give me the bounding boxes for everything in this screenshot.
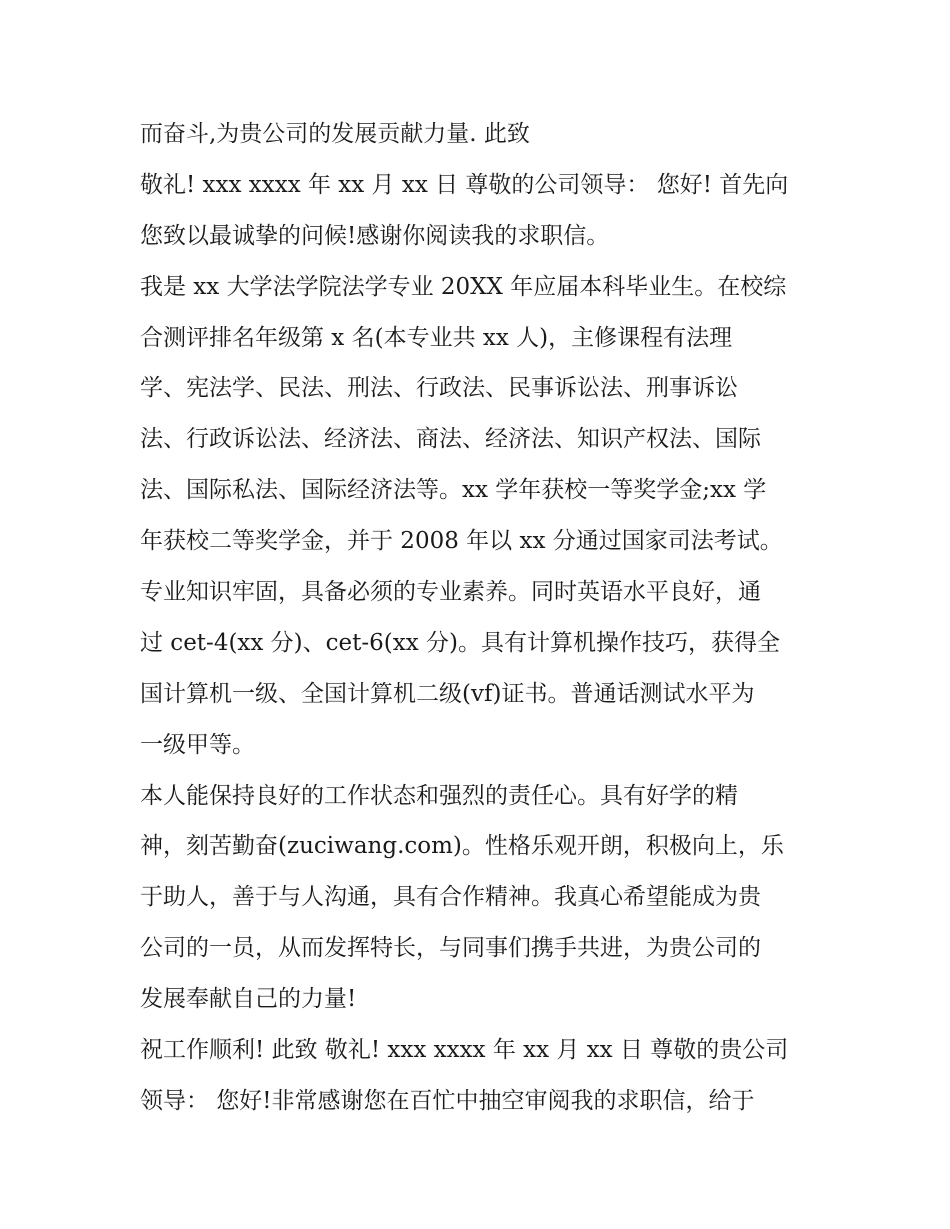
- text-line: 您致以最诚挚的问候!感谢你阅读我的求职信。: [140, 222, 610, 249]
- text-line: 国计算机一级、全国计算机二级(vf)证书。普通话测试水平为: [140, 680, 755, 707]
- text-line: 我是 xx 大学法学院法学专业 20XX 年应届本科毕业生。在校综: [140, 273, 787, 300]
- text-line: 年获校二等奖学金，并于 2008 年以 xx 分通过国家司法考试。: [140, 528, 783, 555]
- text-line: 过 cet-4(xx 分)、cet-6(xx 分)。具有计算机操作技巧，获得全: [140, 629, 780, 656]
- text-line: 祝工作顺利! 此致 敬礼! xxx xxxx 年 xx 月 xx 日 尊敬的贵公司: [140, 1037, 789, 1064]
- letter-body: [140, 109, 820, 1127]
- text-line: 敬礼! xxx xxxx 年 xx 月 xx 日 尊敬的公司领导： 您好! 首先向: [140, 171, 789, 198]
- text-line: 发展奉献自己的力量!: [140, 986, 357, 1013]
- text-line: 公司的一员，从而发挥特长，与同事们携手共进，为贵公司的: [140, 935, 761, 962]
- text-line: 神，刻苦勤奋(zuciwang.com)。性格乐观开朗，积极向上，乐: [140, 833, 784, 860]
- text-line: 本人能保持良好的工作状态和强烈的责任心。具有好学的精: [140, 782, 738, 809]
- text-line: 领导： 您好!非常感谢您在百忙中抽空审阅我的求职信，给于: [140, 1087, 755, 1114]
- text-line: 于助人，善于与人沟通，具有合作精神。我真心希望能成为贵: [140, 884, 761, 911]
- text-line: 而奋斗,为贵公司的发展贡献力量. 此致: [140, 121, 530, 147]
- text-line: 合测评排名年级第 x 名(本专业共 xx 人)，主修课程有法理: [140, 324, 733, 351]
- text-line: 法、国际私法、国际经济法等。xx 学年获校一等奖学金;xx 学: [140, 477, 767, 504]
- text-line: 一级甲等。: [140, 731, 255, 758]
- text-line: 专业知识牢固，具备必须的专业素养。同时英语水平良好，通: [140, 579, 761, 606]
- text-line: 法、行政诉讼法、经济法、商法、经济法、知识产权法、国际: [140, 426, 761, 453]
- text-line: 学、宪法学、民法、刑法、行政法、民事诉讼法、刑事诉讼: [140, 375, 738, 402]
